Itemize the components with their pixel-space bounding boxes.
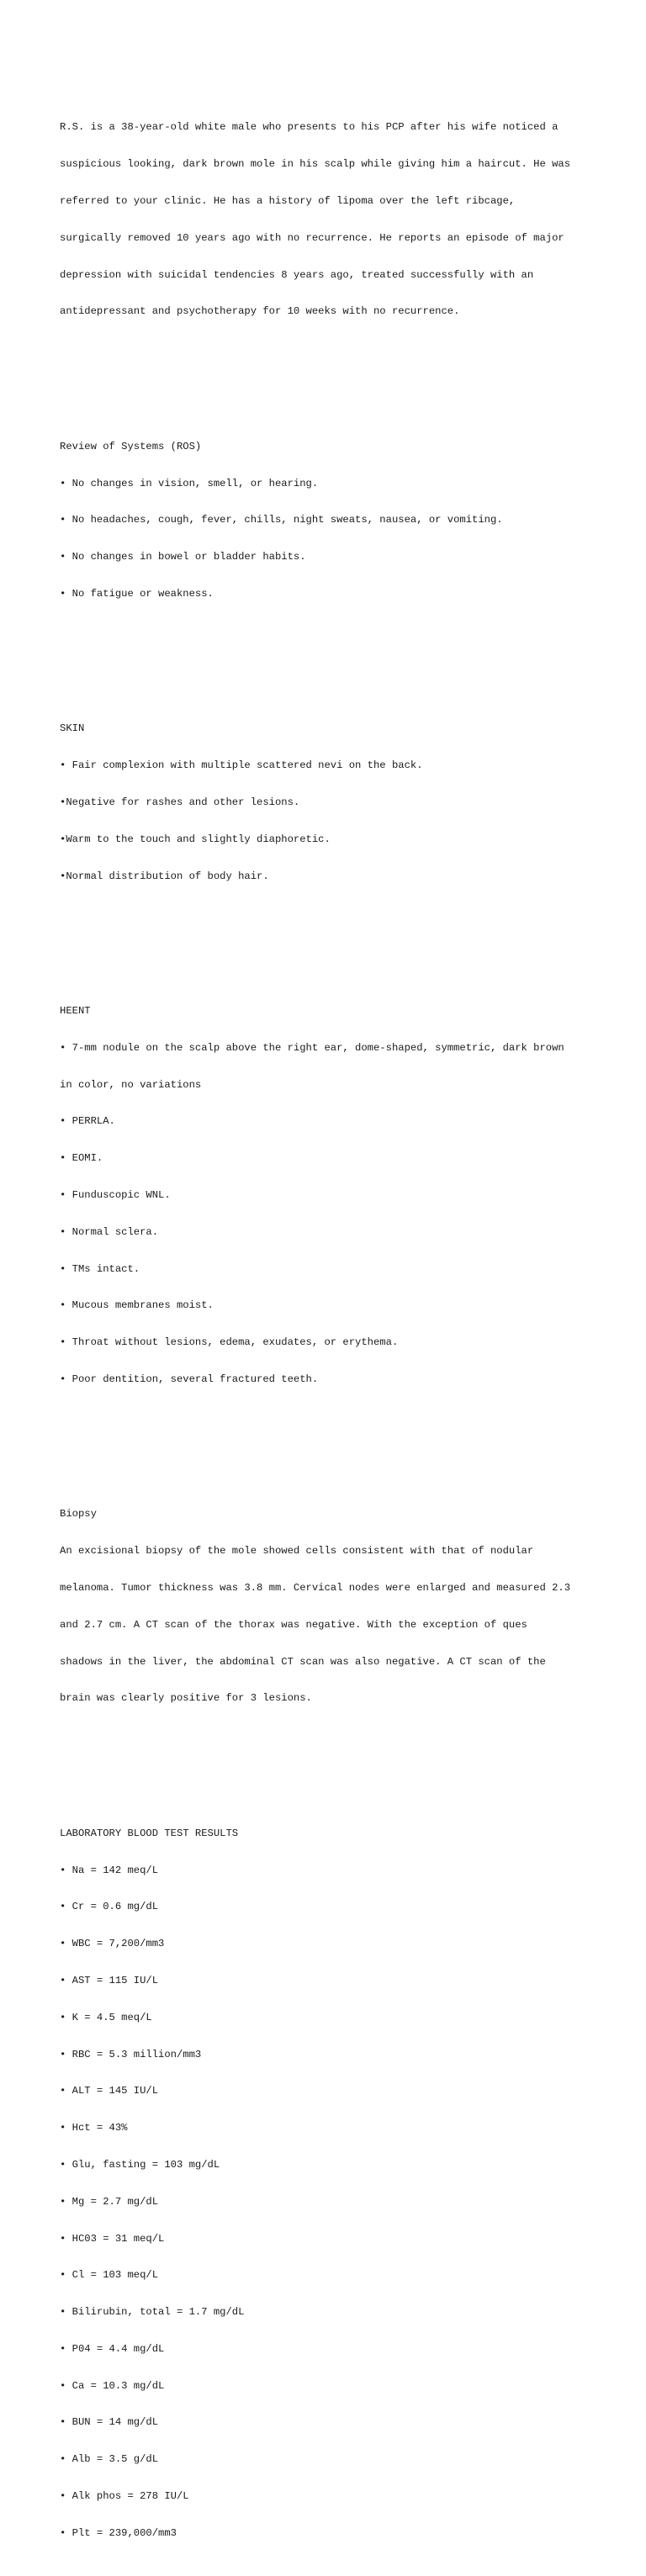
list-item: • Mucous membranes moist.	[60, 1299, 214, 1312]
spacer	[60, 649, 598, 662]
lab-item: • Hct = 43%	[60, 2122, 128, 2134]
lab-item: • K = 4.5 meq/L	[60, 2011, 152, 2023]
lab-item: • P04 = 4.4 mg/dL	[60, 2342, 165, 2355]
list-item: • No changes in vision, smell, or hearing.	[60, 477, 319, 489]
list-item: • No headaches, cough, fever, chills, night sweats, nausea, or vomiting.	[60, 514, 503, 526]
list-item: • EOMI.	[60, 1152, 103, 1165]
labs-heading: LABORATORY BLOOD TEST RESULTS	[60, 1827, 239, 1839]
list-item: •Warm to the touch and slightly diaphoretic.	[60, 833, 331, 845]
lab-item: • Plt = 239,000/mm3	[60, 2526, 177, 2539]
list-item: • PERRLA.	[60, 1115, 115, 1128]
heent-heading: HEENT	[60, 1005, 91, 1018]
ros-section	[60, 416, 598, 625]
list-item: • Funduscopic WNL.	[60, 1189, 171, 1202]
intro-line: referred to your clinic. He has a history of lipoma over the left ribcage,	[60, 194, 516, 207]
lab-item: • BUN = 14 mg/dL	[60, 2416, 159, 2429]
lab-item: • Mg = 2.7 mg/dL	[60, 2195, 159, 2208]
list-item: • No fatigue or weakness.	[60, 587, 214, 600]
list-item: •Negative for rashes and other lesions.	[60, 796, 300, 809]
lab-item: • Ca = 10.3 mg/dL	[60, 2379, 165, 2392]
document-page	[60, 72, 598, 2576]
lab-item: • Alk phos = 278 IU/L	[60, 2489, 189, 2502]
biopsy-line: and 2.7 cm. A CT scan of the thorax was negative. With the exception of ques	[60, 1618, 527, 1631]
biopsy-line: An excisional biopsy of the mole showed cells consistent with that of nodular	[60, 1545, 534, 1558]
list-item: • No changes in bowel or bladder habits.	[60, 551, 306, 563]
list-item: in color, no variations	[60, 1078, 202, 1091]
list-item: • Poor dentition, several fractured teeth.	[60, 1373, 319, 1385]
list-item: • Throat without lesions, edema, exudates, or erythema.	[60, 1336, 399, 1349]
biopsy-heading: Biopsy	[60, 1508, 97, 1521]
intro-line: depression with suicidal tendencies 8 years ago, treated successfully with an	[60, 268, 534, 281]
spacer	[60, 1753, 598, 1766]
lab-item: • Cr = 0.6 mg/dL	[60, 1901, 159, 1913]
lab-item: • RBC = 5.3 million/mm3	[60, 2048, 202, 2060]
ros-heading: Review of Systems (ROS)	[60, 440, 202, 452]
spacer	[60, 1435, 598, 1447]
skin-section	[60, 698, 598, 907]
lab-item: • Cl = 103 meq/L	[60, 2269, 159, 2282]
intro-line: antidepressant and psychotherapy for 10 weeks with no recurrence.	[60, 305, 460, 318]
lab-item: • Glu, fasting = 103 mg/dL	[60, 2158, 220, 2171]
lab-item: • WBC = 7,200/mm3	[60, 1938, 165, 1950]
lab-item: • Na = 142 meq/L	[60, 1864, 159, 1876]
lab-item: • ALT = 145 IU/L	[60, 2085, 159, 2097]
labs-section	[60, 1803, 598, 2564]
intro-line: surgically removed 10 years ago with no recurrence. He reports an episode of major	[60, 231, 564, 244]
list-item: • Normal sclera.	[60, 1225, 159, 1238]
biopsy-line: shadows in the liver, the abdominal CT scan was also negative. A CT scan of the	[60, 1655, 546, 1668]
list-item: •Normal distribution of body hair.	[60, 870, 269, 882]
biopsy-section	[60, 1484, 598, 1729]
heent-section	[60, 981, 598, 1410]
lab-item: • HC03 = 31 meq/L	[60, 2232, 165, 2245]
intro-paragraph	[60, 97, 598, 342]
biopsy-line: melanoma. Tumor thickness was 3.8 mm. Cervical nodes were enlarged and measured 2.3	[60, 1582, 571, 1595]
spacer	[60, 932, 598, 944]
lab-item: • Alb = 3.5 g/dL	[60, 2453, 159, 2466]
list-item: • 7-mm nodule on the scalp above the right ear, dome-shaped, symmetric, dark brown	[60, 1041, 564, 1054]
lab-item: • AST = 115 IU/L	[60, 1975, 159, 1987]
biopsy-line: brain was clearly positive for 3 lesions.	[60, 1692, 312, 1705]
lab-item: • Bilirubin, total = 1.7 mg/dL	[60, 2306, 245, 2319]
skin-heading: SKIN	[60, 722, 85, 735]
spacer	[60, 367, 598, 379]
list-item: • TMs intact.	[60, 1262, 140, 1275]
list-item: • Fair complexion with multiple scattered nevi on the back.	[60, 759, 423, 772]
intro-line: suspicious looking, dark brown mole in his scalp while giving him a haircut. He was	[60, 158, 571, 171]
intro-line: R.S. is a 38-year-old white male who presents to his PCP after his wife noticed a	[60, 121, 559, 134]
